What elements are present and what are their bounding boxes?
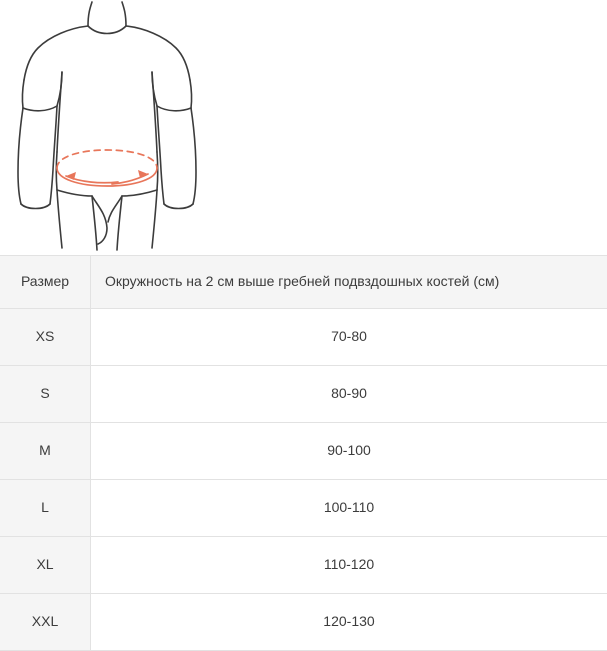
size-value: XS: [0, 328, 90, 346]
size-value: M: [0, 442, 90, 460]
column-header-circumference: [91, 256, 607, 309]
column-header-size: [0, 256, 91, 309]
cell-circumference: [91, 537, 607, 594]
circumference-value: 120-130: [91, 613, 607, 631]
cell-size: [0, 537, 91, 594]
cell-circumference: [91, 366, 607, 423]
circumference-value: 80-90: [91, 385, 607, 403]
cell-size: [0, 309, 91, 366]
table-row: [0, 594, 607, 651]
size-value: XL: [0, 556, 90, 574]
column-header-circumference-label: Окружность на 2 см выше гребней подвздошных костей (см): [105, 273, 607, 291]
size-table-body: [0, 309, 607, 651]
table-row: [0, 423, 607, 480]
circumference-value: 70-80: [91, 328, 607, 346]
table-row: [0, 537, 607, 594]
table-row: [0, 480, 607, 537]
column-header-size-label: Размер: [0, 273, 90, 291]
size-value: L: [0, 499, 90, 517]
circumference-value: 110-120: [91, 556, 607, 574]
size-value: XXL: [0, 613, 90, 631]
size-table: [0, 255, 607, 651]
torso-measurement-diagram: [0, 0, 607, 255]
cell-circumference: [91, 309, 607, 366]
circumference-value: 90-100: [91, 442, 607, 460]
cell-circumference: [91, 480, 607, 537]
cell-circumference: [91, 423, 607, 480]
table-row: [0, 309, 607, 366]
cell-size: [0, 594, 91, 651]
cell-circumference: [91, 594, 607, 651]
torso-measurement-figure: [0, 0, 607, 255]
size-table-head: [0, 256, 607, 309]
cell-size: [0, 480, 91, 537]
table-row: [0, 366, 607, 423]
table-header-row: [0, 256, 607, 309]
cell-size: [0, 423, 91, 480]
size-value: S: [0, 385, 90, 403]
circumference-value: 100-110: [91, 499, 607, 517]
cell-size: [0, 366, 91, 423]
